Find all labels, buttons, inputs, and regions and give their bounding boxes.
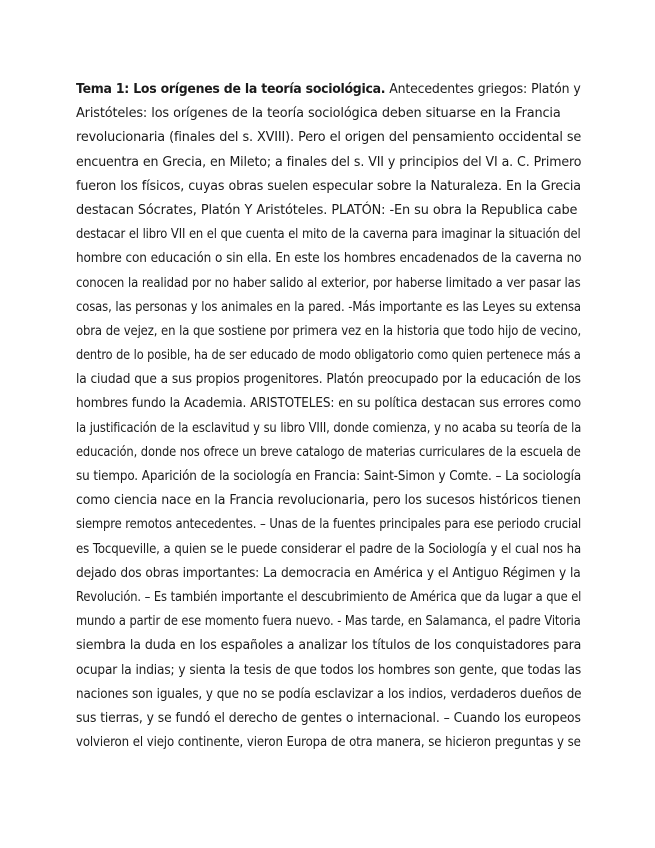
text-line-23: mundo a partir de ese momento fuera nuevo. - Mas tarde, en Salamanca, el padre Vitoria (76, 614, 581, 630)
text-line-16: educación, donde nos ofrece un breve catalogo de materias curriculares de la escuela de (76, 444, 581, 460)
text-line-6: destacan Sócrates, Platón Y Aristóteles. PLATÓN: -En su obra la Republica cabe (76, 202, 578, 218)
text-line-22: Revolución. – Es también importante el descubrimiento de América que da lugar a que el (76, 589, 582, 605)
text-line-12: dentro de lo posible, ha de ser educado de modo obligatorio como quien pertenece más a (76, 348, 581, 364)
title-line-continuation: Antecedentes griegos: Platón y (385, 82, 581, 97)
text-line-5: fueron los físicos, cuyas obras suelen especular sobre la Naturaleza. En la Grecia (76, 178, 581, 194)
text-line-14: hombres fundo la Academia. ARISTOTELES: en su política destacan sus errores como (76, 396, 582, 412)
text-line-28: volvieron el viejo continente, vieron Europa de otra manera, se hicieron preguntas y se (76, 735, 581, 751)
text-line-1 (76, 78, 581, 102)
document-title: Tema 1: Los orígenes de la teoría sociológica. (76, 82, 386, 97)
text-line-2: Aristóteles: los orígenes de la teoría sociológica deben situarse en la Francia (76, 106, 561, 122)
text-line-21: dejado dos obras importantes: La democracia en América y el Antiguo Régimen y la (76, 565, 581, 581)
body-text (76, 78, 581, 755)
text-line-3: revolucionaria (finales del s. XVIII). Pero el origen del pensamiento occidental se (76, 130, 582, 146)
text-line-20: es Tocqueville, a quien se le puede considerar el padre de la Sociología y el cual nos ha (76, 541, 582, 557)
text-line-27: sus tierras, y se fundó el derecho de gentes o internacional. – Cuando los europeos (76, 710, 581, 726)
text-line-9: conocen la realidad por no haber salido al exterior, por haberse limitado a ver pasar las (76, 275, 581, 291)
text-line-26: naciones son iguales, y que no se podía esclavizar a los indios, verdaderos dueños de (76, 686, 582, 702)
text-line-19: siempre remotos antecedentes. – Unas de la fuentes principales para ese periodo crucial (76, 517, 582, 533)
text-line-11: obra de vejez, en la que sostiene por primera vez en la historia que todo hijo de vecino, (76, 323, 582, 339)
text-line-4: encuentra en Grecia, en Mileto; a finales del s. VII y principios del VI a. C. Primero (76, 154, 582, 170)
text-line-24: siembra la duda en los españoles a analizar los títulos de los conquistadores para (76, 638, 582, 654)
text-line-7: destacar el libro VII en el que cuenta el mito de la caverna para imaginar la situación del (76, 227, 581, 243)
text-line-15: la justificación de la esclavitud y su libro VIII, donde comienza, y no acaba su teoría de la (76, 420, 582, 436)
text-line-13: la ciudad que a sus propios progenitores. Platón preocupado por la educación de los (76, 372, 581, 388)
text-line-18: como ciencia nace en la Francia revolucionaria, pero los sucesos históricos tienen (76, 493, 581, 509)
text-line-8: hombre con educación o sin ella. En este los hombres encadenados de la caverna no (76, 251, 582, 267)
text-line-10: cosas, las personas y los animales en la pared. -Más importante es las Leyes su extensa (76, 299, 581, 315)
text-line-17: su tiempo. Aparición de la sociología en Francia: Saint-Simon y Comte. – La sociología (76, 469, 582, 484)
text-line-25: ocupar la indias; y sienta la tesis de que todos los hombres son gente, que todas las (76, 662, 582, 678)
